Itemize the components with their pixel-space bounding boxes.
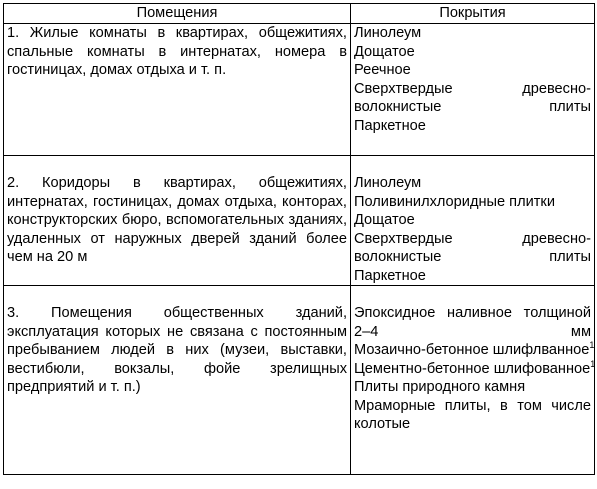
covering-item: Эпоксидное наливное толщиной 2–4 мм: [354, 305, 591, 340]
covering-item: Сверхтвердые древесно-волокнистые плиты: [354, 230, 591, 265]
covering-item: Сверхтвердые древесно-волокнистые плиты: [354, 80, 591, 115]
covering-item-text: Цементно-бетонное шлифованное: [354, 360, 591, 377]
covering-item: [354, 340, 595, 360]
covering-item: Поливинилхлоридные плитки: [354, 193, 555, 210]
covering-item: [354, 358, 596, 379]
header-coverings: Покрытия: [351, 4, 595, 24]
coverings-cell: [351, 156, 595, 286]
rooms-cell: 1. Жилые комнаты в квартирах, общежитиях, спальные комнаты в интернатах, номера в гостиницах, домах отдыха и т. п.: [4, 24, 351, 156]
covering-item-text: Мозаично-бетонное шлифлванное: [354, 342, 590, 358]
covering-item: Мраморные плиты, в том числе колотые: [354, 397, 591, 432]
footnote-mark: 1: [590, 358, 596, 369]
covering-item: Реечное: [354, 62, 411, 78]
rooms-cell: 2. Коридоры в квартирах, общежитиях, интернатах, гостиницах, домах отдыха, конторах, конструкторских бюро, вспомогательных зданиях, удаленных от наружных дверей зданий более чем на 20 м: [4, 156, 351, 286]
table-header-row: [4, 4, 595, 24]
covering-item: Дощатое: [354, 212, 415, 228]
covering-item: Плиты природного камня: [354, 379, 526, 395]
table-row: [4, 156, 595, 286]
header-rooms: Помещения: [4, 4, 351, 24]
table-row: [4, 24, 595, 156]
covering-item: Линолеум: [354, 25, 422, 41]
covering-item: Дощатое: [354, 43, 415, 60]
covering-item: Паркетное: [354, 117, 426, 134]
footnote-mark: 1: [589, 340, 595, 350]
flooring-table: [3, 3, 595, 475]
rooms-cell: 3. Помещения общественных зданий, эксплуатация которых не связана с постоянным пребыванием людей в них (музеи, выставки, вестибюли, вокзалы, фойе зрелищных предприятий и т. п.): [4, 286, 351, 475]
coverings-cell: [351, 286, 595, 475]
coverings-cell: [351, 24, 595, 156]
covering-item: Линолеум: [354, 175, 422, 191]
table-row: [4, 286, 595, 475]
covering-item: Паркетное: [354, 267, 426, 284]
